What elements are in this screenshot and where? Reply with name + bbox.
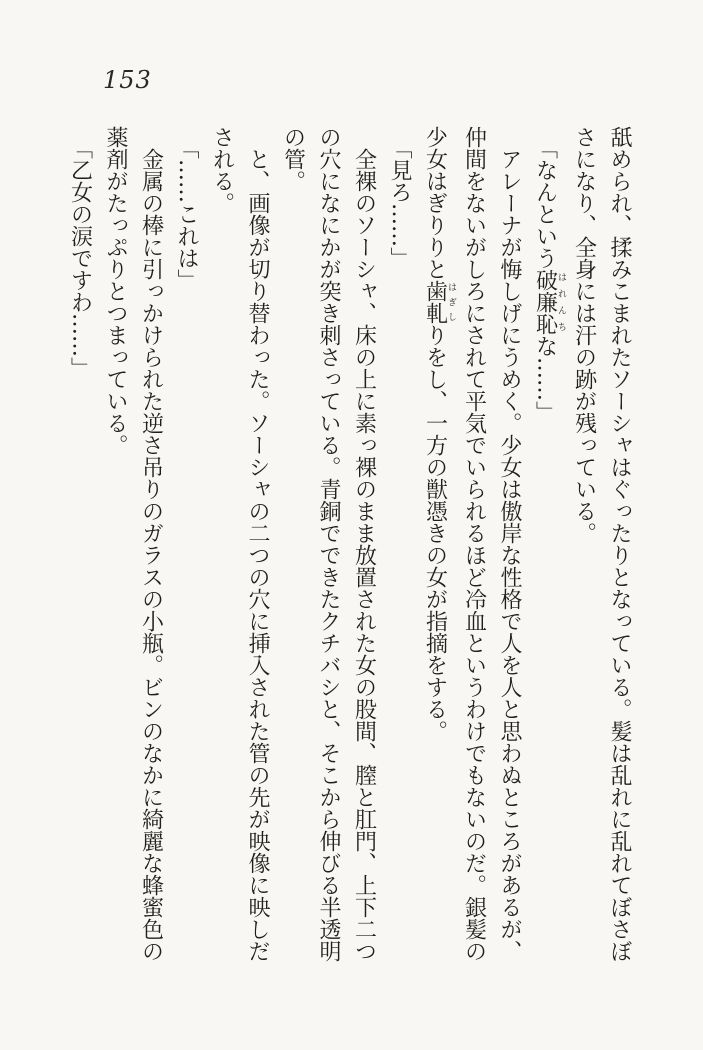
text-column: 「……これは」 (174, 137, 199, 291)
text-column: 舐められ、揉みこまれたソーシャはぐったりとなっている。髪は乱れに乱れてぼさぼ (607, 126, 632, 962)
page-number: 153 (103, 66, 152, 94)
text-column: さになり、全身には汗の跡が残っている。 (571, 126, 597, 544)
text-column: 全裸のソーシャ、床の上に素っ裸のまま放置された女の股間、膣と肛門、上下二つ (351, 148, 377, 962)
ruby-annotated-word: 歯軋はぎし (422, 280, 456, 324)
text-column: 少女はぎりりと歯軋はぎしりをし、一方の獣憑きの女が指摘をする。 (422, 126, 456, 742)
text-column: の管。 (280, 126, 306, 192)
text-column: 「見ろ……」 (387, 137, 412, 269)
text-column: 「なんという破廉恥はれんちな……」 (532, 137, 566, 423)
text-column: される。 (209, 126, 235, 214)
text-column: 「乙女の涙ですわ……」 (67, 137, 93, 379)
ruby-annotated-word: 破廉恥はれんち (532, 269, 566, 335)
text-column: 薬剤がたっぷりとつまっている。 (103, 126, 128, 456)
text-column: と、画像が切り替わった。ソーシャの二つの穴に挿入された管の先が映像に映しだ (245, 148, 270, 962)
text-column: アレーナが悔しげにうめく。少女は傲岸な性格で人を人と思わぬところがあるが、 (497, 148, 522, 962)
text-column: 金属の棒に引っかけられた逆さ吊りのガラスの小瓶。ビンのなかに綺麗な蜂蜜色の (138, 148, 164, 962)
text-block (68, 126, 637, 968)
text-column: の穴になにかが突き刺さっている。青銅でできたクチバシと、そこから伸びる半透明 (316, 126, 341, 962)
text-column: 仲間をないがしろにされて平気でいられるほど冷血というわけでもないのだ。銀髪の (461, 126, 487, 962)
